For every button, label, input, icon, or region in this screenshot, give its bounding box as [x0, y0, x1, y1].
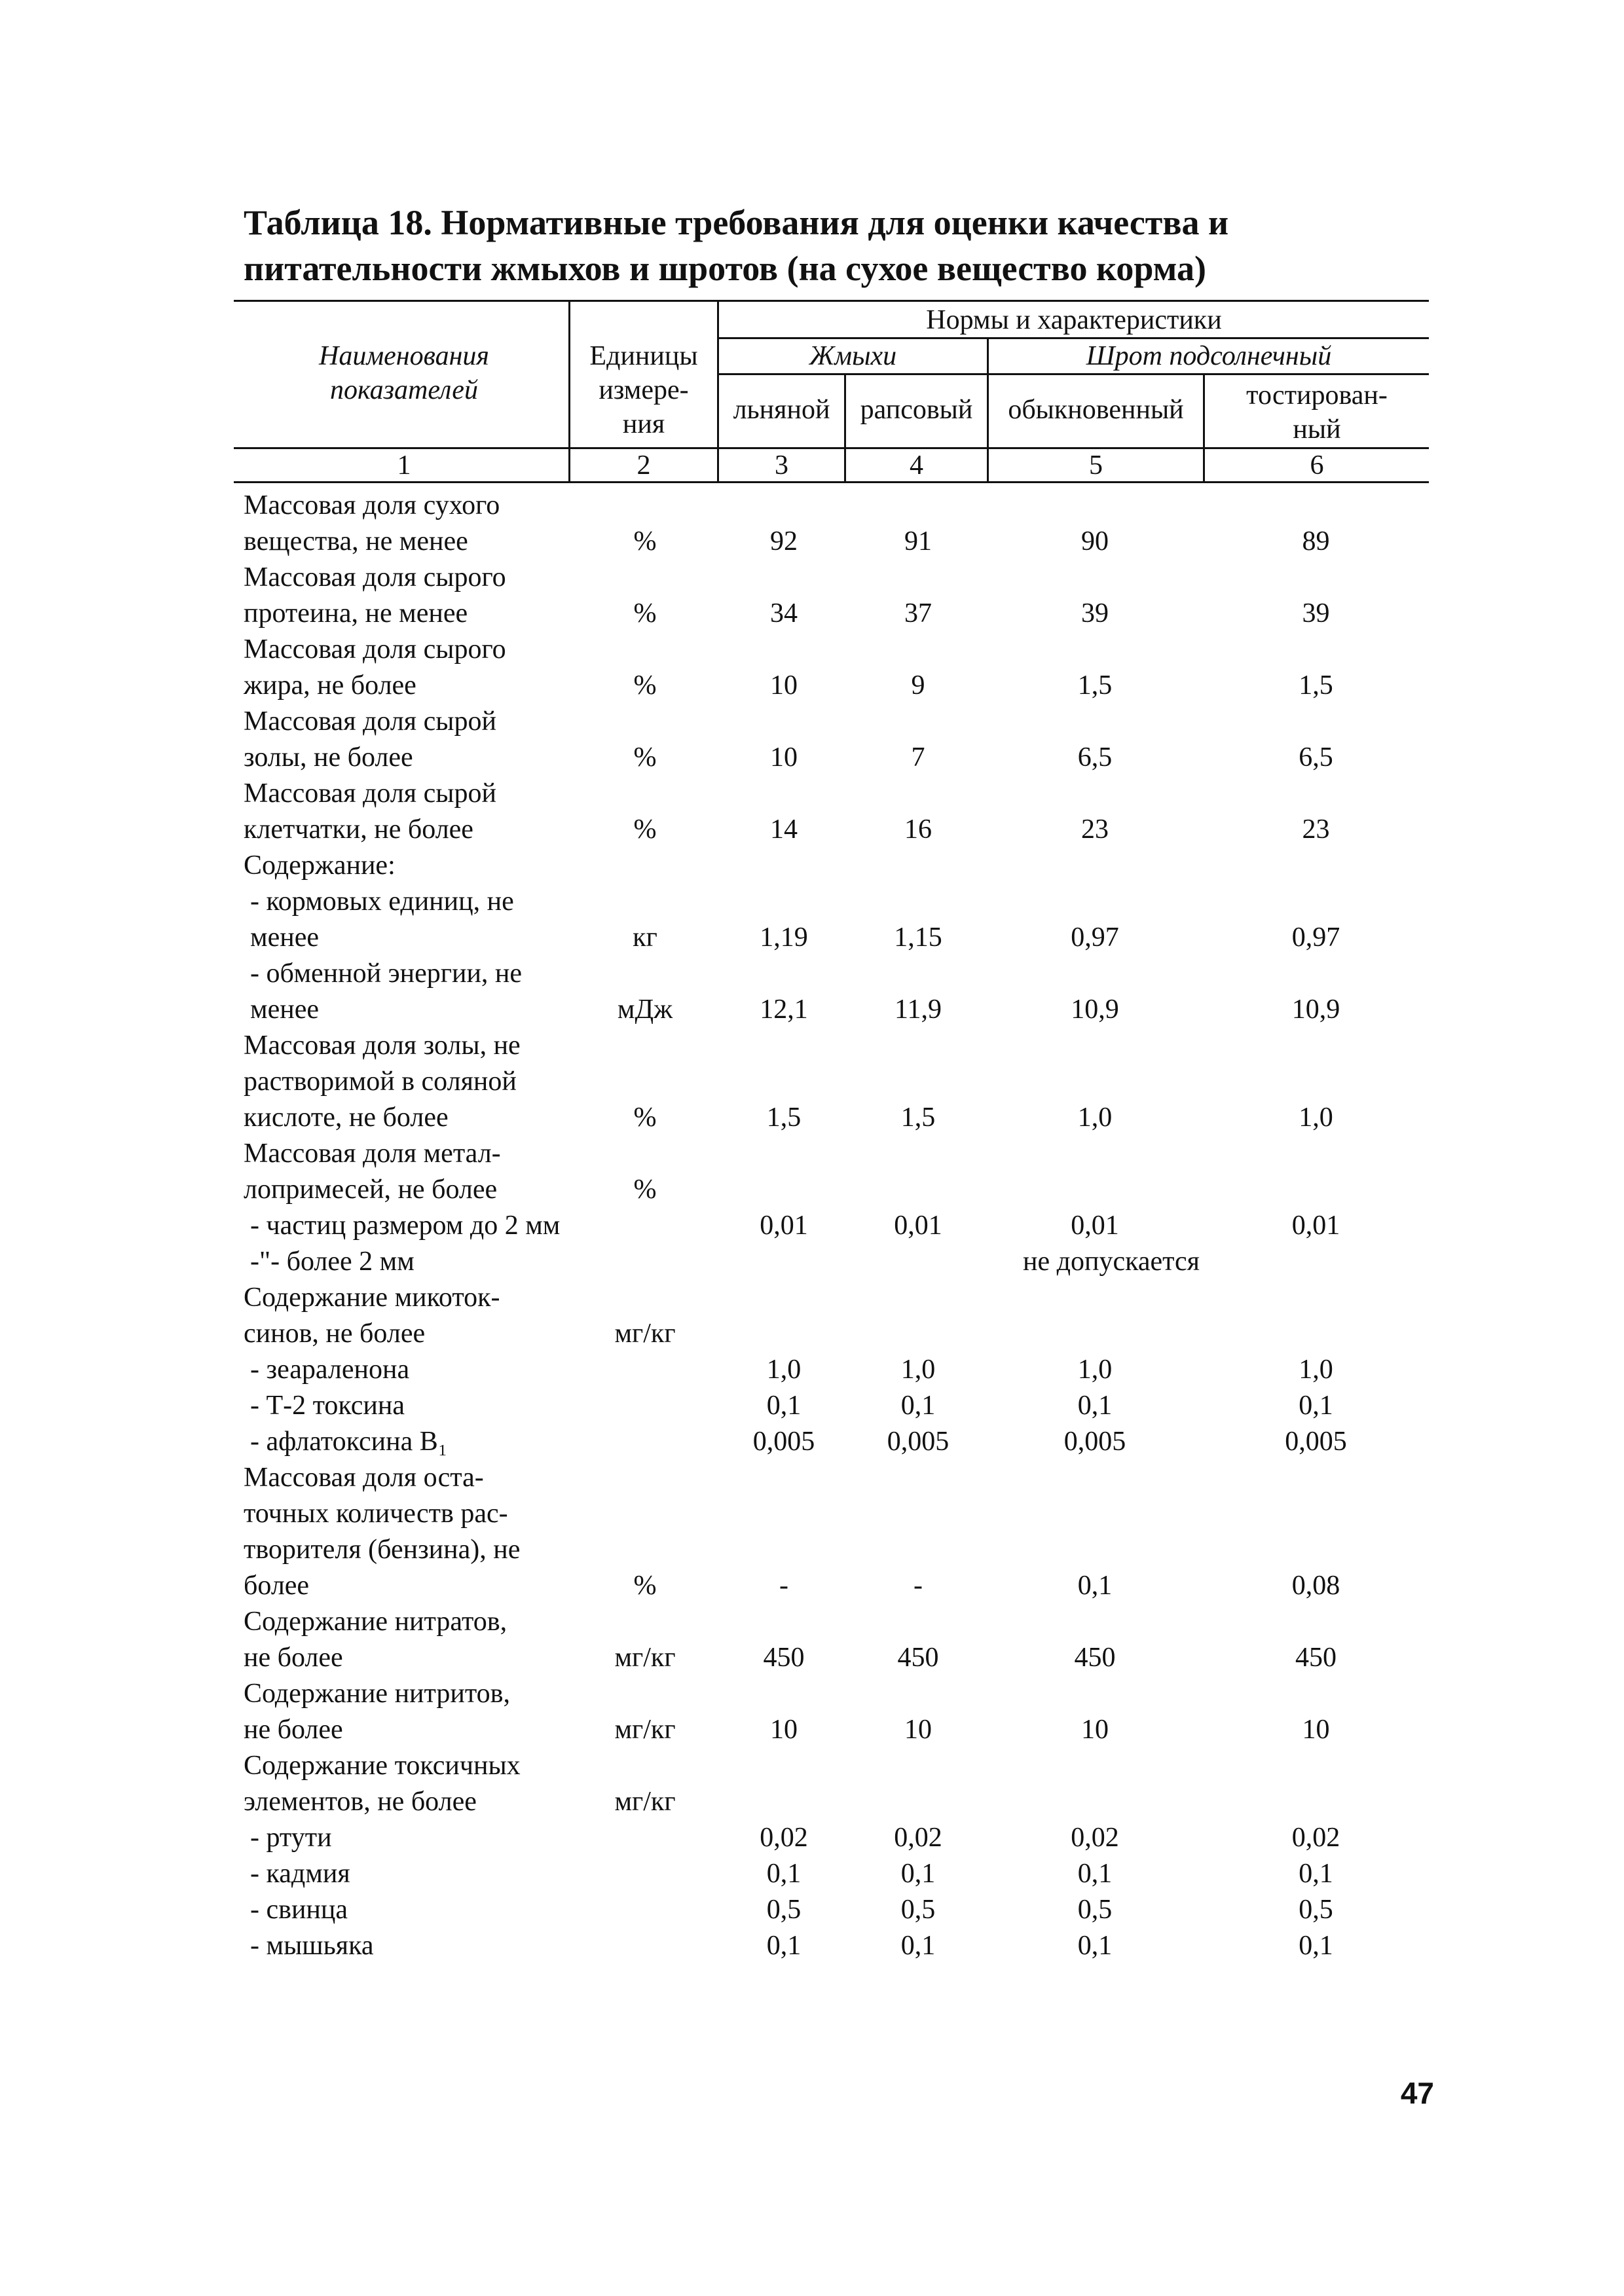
row-value-col4: 1,15 [894, 922, 942, 953]
row-value-col5: 1,0 [1077, 1102, 1113, 1133]
col-number: 4 [910, 450, 923, 481]
row-value-col4: 1,5 [900, 1102, 936, 1133]
row-value-col4: 0,5 [900, 1895, 936, 1925]
row-value-col6: 0,1 [1299, 1391, 1333, 1421]
row-unit: мг/кг [614, 1643, 676, 1673]
row-label: Содержание нитритов, не более [244, 1679, 510, 1745]
row-label: - частиц размером до 2 мм [250, 1211, 561, 1241]
header-zhmykhi: Жмыхи [809, 341, 897, 371]
table-row [0, 1244, 1624, 1280]
row-value-col6: 0,01 [1291, 1211, 1340, 1241]
col-number: 1 [397, 450, 411, 481]
row-value-col6: 0,97 [1291, 922, 1340, 953]
row-label: - кормовых единиц, не менее [250, 886, 514, 953]
col-number: 6 [1310, 450, 1324, 481]
row-value-col6: 1,0 [1299, 1102, 1333, 1133]
row-value-col6: 0,02 [1291, 1823, 1340, 1853]
header-top-rule [234, 300, 1429, 302]
row-value-col3: - [779, 1571, 788, 1601]
row-value-col3: 0,1 [766, 1859, 802, 1889]
row-value-col5: 10 [1081, 1715, 1109, 1745]
row-value-col3: 0,02 [760, 1823, 808, 1853]
table-row [0, 1424, 1624, 1460]
row-value-col5: 0,005 [1063, 1427, 1126, 1457]
row-value-col4: 11,9 [895, 994, 942, 1025]
table-row [0, 1208, 1624, 1244]
table-row [0, 1136, 1624, 1208]
row-value-col3: 1,0 [766, 1355, 802, 1385]
row-label: - Т-2 токсина [250, 1391, 405, 1421]
table-row [0, 1892, 1624, 1928]
row-unit: мг/кг [614, 1319, 676, 1349]
row-value-col5: 0,1 [1077, 1859, 1113, 1889]
row-value-col5: 0,02 [1071, 1823, 1119, 1853]
row-value-col4: 0,01 [894, 1211, 942, 1241]
col-number: 2 [637, 450, 651, 481]
row-value-col3: 92 [770, 526, 798, 556]
col-number: 3 [775, 450, 788, 481]
table-title: Таблица 18. Нормативные требования для оценки качества и питательности жмыхов и шротов (на сухое вещество корма) [244, 203, 1229, 288]
row-unit: мДж [617, 994, 673, 1025]
row-value-col4: 91 [904, 526, 932, 556]
row-unit: % [633, 1175, 657, 1205]
row-value-col5: 6,5 [1077, 742, 1113, 773]
table-row [0, 848, 1624, 884]
row-value-col3: 10 [770, 742, 798, 773]
row-value-col5: 0,97 [1071, 922, 1119, 953]
row-value-col3: 34 [770, 598, 798, 629]
table-row [0, 632, 1624, 704]
table-row [0, 1460, 1624, 1604]
row-value-col4: 37 [904, 598, 932, 629]
row-value-col3: 10 [770, 670, 798, 701]
table-row [0, 1748, 1624, 1820]
row-value-col4: 0,005 [887, 1427, 950, 1457]
row-value-col3: 14 [770, 814, 798, 845]
row-label: - обменной энергии, не менее [250, 958, 523, 1025]
row-value-col3: 1,19 [760, 922, 808, 953]
row-value-col6: 0,005 [1285, 1427, 1347, 1457]
col-divider-1 [568, 300, 570, 483]
row-label: - ртути [250, 1823, 332, 1853]
row-value-col4: 0,1 [900, 1859, 936, 1889]
row-value-col5: 1,5 [1077, 670, 1113, 701]
row-label: Содержание нитратов, не более [244, 1607, 507, 1673]
row-value-col3: 10 [770, 1715, 798, 1745]
row-label: Содержание: [244, 850, 396, 881]
row-unit: % [633, 670, 657, 701]
table-row [0, 1928, 1624, 1964]
row-value-col6: 1,0 [1299, 1355, 1333, 1385]
row-value-col5: 23 [1081, 814, 1109, 845]
table-row [0, 488, 1624, 560]
table-row [0, 776, 1624, 848]
row-unit: мг/кг [614, 1787, 676, 1817]
row-value-col3: 0,005 [752, 1427, 815, 1457]
row-value-col4: - [913, 1571, 923, 1601]
row-value-col6: 0,08 [1291, 1571, 1340, 1601]
row-value-col6: 10,9 [1291, 994, 1340, 1025]
header-unit: Единицы измере- ния [589, 341, 698, 439]
row-label: Массовая доля сырой золы, не более [244, 706, 496, 773]
row-value-col5: 450 [1074, 1643, 1116, 1673]
row-label: Массовая доля метал- лопримесей, не более [244, 1139, 501, 1205]
table-row [0, 956, 1624, 1028]
row-value-col4: 10 [904, 1715, 932, 1745]
row-unit: % [633, 1102, 657, 1133]
row-value-col4: 7 [911, 742, 925, 773]
row-value-col5: 0,1 [1077, 1931, 1113, 1961]
row-value-col5: 0,5 [1077, 1895, 1113, 1925]
header-group-title: Нормы и характеристики [926, 305, 1222, 335]
row-label: Массовая доля сухого вещества, не менее [244, 490, 500, 556]
row-value-col3: 0,01 [760, 1211, 808, 1241]
row-unit: кг [633, 922, 657, 953]
header-col6: тостирован- ный [1246, 380, 1388, 445]
row-value-col5: 0,01 [1071, 1211, 1119, 1241]
row-unit: % [633, 814, 657, 845]
row-value-col3: 12,1 [760, 994, 808, 1025]
row-value-col3: 0,5 [766, 1895, 802, 1925]
col-number: 5 [1089, 450, 1103, 481]
header-col3: льняной [733, 395, 830, 425]
row-unit: % [633, 1571, 657, 1601]
row-value-col6: 1,5 [1299, 670, 1333, 701]
row-span-note: не допускается [1023, 1247, 1200, 1277]
table-row [0, 1388, 1624, 1424]
row-value-col4: 1,0 [900, 1355, 936, 1385]
row-value-col4: 450 [897, 1643, 939, 1673]
table-row [0, 1604, 1624, 1676]
table-row [0, 704, 1624, 776]
row-value-col5: 10,9 [1071, 994, 1119, 1025]
row-value-col3: 0,1 [766, 1391, 802, 1421]
table-row [0, 1856, 1624, 1892]
row-value-col5: 39 [1081, 598, 1109, 629]
row-value-col6: 23 [1302, 814, 1330, 845]
header-name: Наименования показателей [319, 341, 489, 405]
row-label: - зеараленона [250, 1355, 410, 1385]
row-value-col6: 0,1 [1299, 1859, 1333, 1889]
row-value-col6: 89 [1302, 526, 1330, 556]
row-value-col6: 0,5 [1299, 1895, 1333, 1925]
row-value-col5: 0,1 [1077, 1391, 1113, 1421]
row-value-col6: 10 [1302, 1715, 1330, 1745]
row-value-col4: 9 [911, 670, 925, 701]
row-label: - кадмия [250, 1859, 350, 1889]
header-col5: обыкновенный [1008, 395, 1184, 425]
table-row [0, 1028, 1624, 1136]
row-value-col6: 6,5 [1299, 742, 1333, 773]
row-label: -"- более 2 мм [250, 1247, 415, 1277]
row-value-col4: 0,1 [900, 1931, 936, 1961]
table-row [0, 1352, 1624, 1388]
row-value-col6: 0,1 [1299, 1931, 1333, 1961]
row-value-col3: 1,5 [766, 1102, 802, 1133]
row-unit: мг/кг [614, 1715, 676, 1745]
row-value-col5: 90 [1081, 526, 1109, 556]
row-value-col4: 16 [904, 814, 932, 845]
row-label: Содержание микоток- синов, не более [244, 1283, 500, 1349]
subgroup-rule [718, 373, 1429, 375]
table-row [0, 560, 1624, 632]
row-value-col5: 1,0 [1077, 1355, 1113, 1385]
header-col4: рапсовый [860, 395, 973, 425]
row-label: - афлатоксина B₁ [250, 1427, 448, 1457]
row-unit: % [633, 526, 657, 556]
row-label: Содержание токсичных элементов, не более [244, 1751, 521, 1817]
row-value-col3: 450 [763, 1643, 805, 1673]
row-value-col3: 0,1 [766, 1931, 802, 1961]
header-shrot: Шрот подсолнечный [1086, 341, 1332, 371]
row-label: Массовая доля оста- точных количеств рас- творителя (бензина), не более [244, 1463, 521, 1601]
row-value-col6: 450 [1295, 1643, 1337, 1673]
row-label: - мышьяка [250, 1931, 374, 1961]
row-label: - свинца [250, 1895, 348, 1925]
row-value-col4: 0,02 [894, 1823, 942, 1853]
row-label: Массовая доля сырого протеина, не менее [244, 562, 506, 629]
row-label: Массовая доля золы, не растворимой в соляной кислоте, не более [244, 1030, 521, 1133]
table-row [0, 884, 1624, 956]
row-unit: % [633, 598, 657, 629]
row-value-col5: 0,1 [1077, 1571, 1113, 1601]
row-value-col4: 0,1 [900, 1391, 936, 1421]
row-label: Массовая доля сырого жира, не более [244, 634, 506, 701]
page-number: 47 [1400, 2076, 1434, 2110]
row-label: Массовая доля сырой клетчатки, не более [244, 778, 496, 845]
row-unit: % [633, 742, 657, 773]
table-row [0, 1820, 1624, 1856]
table-row [0, 1676, 1624, 1748]
table-row [0, 1280, 1624, 1352]
row-value-col6: 39 [1302, 598, 1330, 629]
